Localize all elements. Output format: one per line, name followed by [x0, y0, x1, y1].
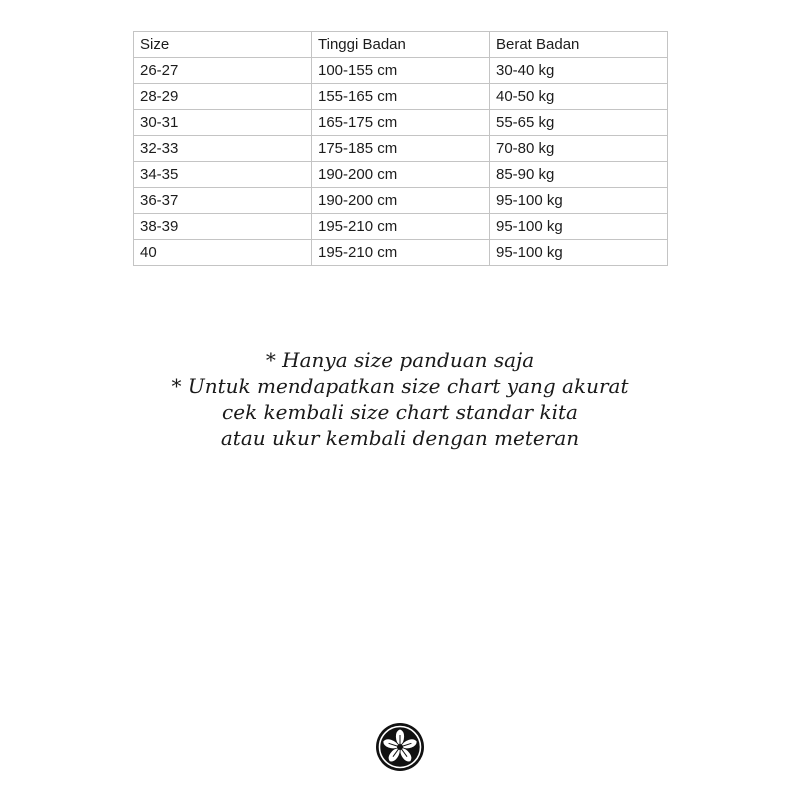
cell-size: 28-29 — [134, 84, 312, 110]
flower-crest-svg — [375, 722, 425, 772]
cell-size: 26-27 — [134, 58, 312, 84]
cell-weight: 85-90 kg — [490, 162, 668, 188]
cell-weight: 95-100 kg — [490, 214, 668, 240]
cell-height: 155-165 cm — [312, 84, 490, 110]
table-header-row — [134, 32, 668, 58]
cell-height: 195-210 cm — [312, 214, 490, 240]
size-chart-table — [133, 31, 668, 266]
cell-weight: 40-50 kg — [490, 84, 668, 110]
table-row — [134, 58, 668, 84]
note-line: * Untuk mendapatkan size chart yang akurat — [171, 374, 629, 398]
cell-height: 190-200 cm — [312, 162, 490, 188]
table-row — [134, 110, 668, 136]
cell-height: 195-210 cm — [312, 240, 490, 266]
cell-weight: 70-80 kg — [490, 136, 668, 162]
crest-center — [397, 744, 403, 750]
table-row — [134, 162, 668, 188]
note-line: cek kembali size chart standar kita — [222, 400, 578, 424]
cell-weight: 55-65 kg — [490, 110, 668, 136]
cell-size: 38-39 — [134, 214, 312, 240]
header-tinggi-badan: Tinggi Badan — [312, 32, 490, 58]
table-row — [134, 188, 668, 214]
cell-height: 175-185 cm — [312, 136, 490, 162]
cell-size: 34-35 — [134, 162, 312, 188]
table-row — [134, 214, 668, 240]
cell-size: 30-31 — [134, 110, 312, 136]
table-row — [134, 84, 668, 110]
cell-weight: 30-40 kg — [490, 58, 668, 84]
table-row — [134, 240, 668, 266]
header-size: Size — [134, 32, 312, 58]
note-line: * Hanya size panduan saja — [265, 348, 535, 372]
cell-size: 40 — [134, 240, 312, 266]
note-line: atau ukur kembali dengan meteran — [220, 426, 580, 450]
cell-height: 100-155 cm — [312, 58, 490, 84]
header-berat-badan: Berat Badan — [490, 32, 668, 58]
cell-weight: 95-100 kg — [490, 240, 668, 266]
table-row — [134, 136, 668, 162]
cell-size: 32-33 — [134, 136, 312, 162]
cell-height: 190-200 cm — [312, 188, 490, 214]
cell-weight: 95-100 kg — [490, 188, 668, 214]
size-guide-notes — [0, 347, 800, 451]
cell-size: 36-37 — [134, 188, 312, 214]
cell-height: 165-175 cm — [312, 110, 490, 136]
flower-crest-icon — [375, 722, 425, 772]
